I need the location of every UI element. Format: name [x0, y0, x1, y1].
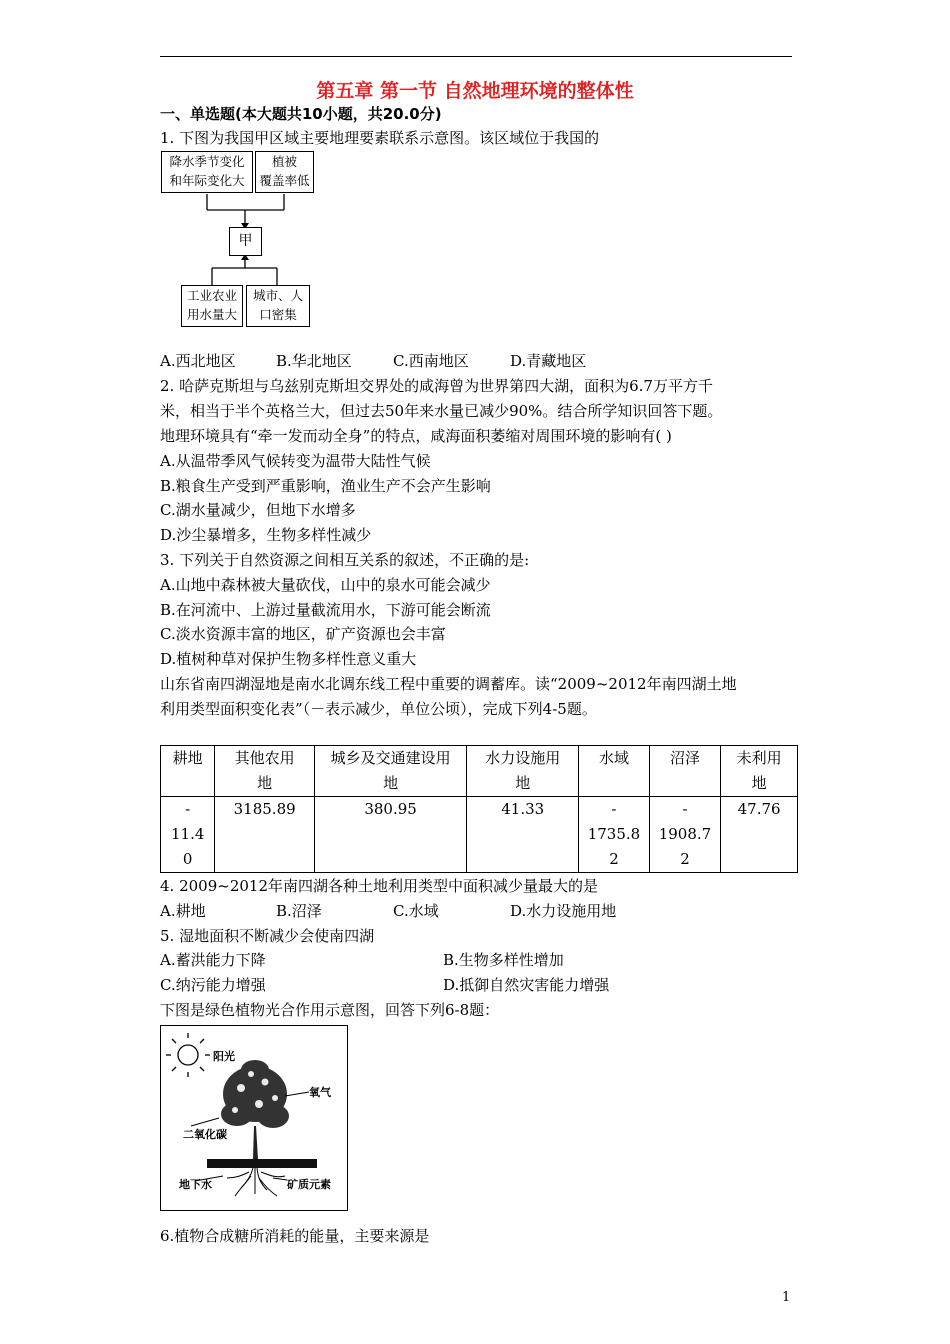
q2-option-b: B.粮食生产受到严重影响，渔业生产不会产生影响 — [160, 477, 491, 495]
photosynthesis-illustration — [160, 1025, 348, 1211]
q1-option-b: B.华北地区 — [276, 352, 352, 370]
table-cell: 3185.89 — [215, 797, 315, 873]
label-sunlight: 阳光 — [213, 1050, 235, 1063]
label-co2: 二氧化碳 — [183, 1128, 227, 1141]
q3-stem: 3. 下列关于自然资源之间相互关系的叙述，不正确的是: — [160, 551, 530, 569]
q1-stem: 1. 下图为我国甲区域主要地理要素联系示意图。该区域位于我国的 — [160, 129, 600, 147]
q4-option-a: A.耕地 — [160, 902, 206, 920]
table-header-cell: 城乡及交通建设用 地 — [314, 746, 466, 797]
diagram-box-vegetation: 植被 覆盖率低 — [255, 151, 314, 193]
table-cell: - 11.4 0 — [161, 797, 215, 873]
q4-stem: 4. 2009~2012年南四湖各种土地利用类型中面积减少量最大的是 — [160, 877, 598, 895]
intro-6-8: 下图是绿色植物光合作用示意图，回答下列6-8题： — [160, 1001, 500, 1019]
q2-stem-line-2: 米，相当于半个英格兰大，但过去50年来水量已减少90%。结合所学知识回答下题。 — [160, 402, 723, 420]
q1-option-a: A.西北地区 — [160, 352, 236, 370]
header-rule — [160, 56, 792, 57]
q2-option-a: A.从温带季风气候转变为温带大陆性气候 — [160, 452, 431, 470]
q5-option-d: D.抵御自然灾害能力增强 — [443, 976, 610, 994]
table-header-cell: 其他农用 地 — [215, 746, 315, 797]
table-header-cell: 耕地 — [161, 746, 215, 797]
table-cell: 380.95 — [314, 797, 466, 873]
roots — [227, 1168, 285, 1196]
q5-stem: 5. 湿地面积不断减少会使南四湖 — [160, 927, 375, 945]
land-use-table — [160, 745, 798, 873]
q2-stem-line-3: 地理环境具有“牵一发而动全身”的特点，咸海面积萎缩对周围环境的影响有( ) — [160, 427, 672, 445]
q4-option-d: D.水力设施用地 — [510, 902, 617, 920]
table-header-cell: 未利用 地 — [721, 746, 798, 797]
q2-option-c: C.湖水量减少，但地下水增多 — [160, 501, 356, 519]
table-cell: 41.33 — [467, 797, 579, 873]
q1-option-c: C.西南地区 — [393, 352, 469, 370]
table-cell: - 1735.8 2 — [579, 797, 650, 873]
table-header-cell: 水力设施用 地 — [467, 746, 579, 797]
foliage — [221, 1060, 289, 1128]
diagram-box-precipitation: 降水季节变化 和年际变化大 — [161, 151, 253, 193]
diagram-box-region-jia: 甲 — [229, 227, 262, 256]
q4-option-b: B.沼泽 — [276, 902, 322, 920]
q5-option-b: B.生物多样性增加 — [443, 951, 564, 969]
q5-option-c: C.纳污能力增强 — [160, 976, 266, 994]
q1-option-d: D.青藏地区 — [510, 352, 587, 370]
label-groundwater: 地下水 — [179, 1178, 212, 1191]
page-number: 1 — [782, 1290, 791, 1305]
table-cell: 47.76 — [721, 797, 798, 873]
q3-option-a: A.山地中森林被大量砍伐，山中的泉水可能会减少 — [160, 576, 491, 594]
table-header-row — [161, 746, 798, 797]
q6-stem: 6.植物合成糖所消耗的能量，主要来源是 — [160, 1227, 430, 1245]
intro-4-5-line-2: 利用类型面积变化表”（－表示减少，单位公顷），完成下列4-5题。 — [160, 700, 597, 718]
label-oxygen: 氧气 — [309, 1086, 331, 1099]
table-row — [161, 797, 798, 873]
q3-option-c: C.淡水资源丰富的地区，矿产资源也会丰富 — [160, 625, 446, 643]
q3-option-b: B.在河流中、上游过量截流用水，下游可能会断流 — [160, 601, 491, 619]
page-title: 第五章 第一节 自然地理环境的整体性 — [316, 80, 634, 102]
q2-stem-line-1: 2. 哈萨克斯坦与乌兹别克斯坦交界处的咸海曾为世界第四大湖，面积为6.7万平方千 — [160, 377, 713, 395]
diagram-box-water-use: 工业农业 用水量大 — [181, 285, 243, 327]
q2-option-d: D.沙尘暴增多，生物多样性减少 — [160, 526, 372, 544]
sun-icon — [166, 1033, 210, 1077]
table-cell: - 1908.7 2 — [649, 797, 720, 873]
q3-option-d: D.植树种草对保护生物多样性意义重大 — [160, 650, 417, 668]
q5-option-a: A.蓄洪能力下降 — [160, 951, 266, 969]
table-header-cell: 水域 — [579, 746, 650, 797]
intro-4-5-line-1: 山东省南四湖湿地是南水北调东线工程中重要的调蓄库。读“2009~2012年南四湖土地 — [160, 675, 737, 693]
table-header-cell: 沼泽 — [649, 746, 720, 797]
diagram-box-urban: 城市、人 口密集 — [246, 285, 310, 327]
label-minerals: 矿质元素 — [287, 1178, 331, 1191]
q4-option-c: C.水域 — [393, 902, 439, 920]
section-header: 一、单选题(本大题共10小题，共20.0分) — [160, 105, 442, 123]
